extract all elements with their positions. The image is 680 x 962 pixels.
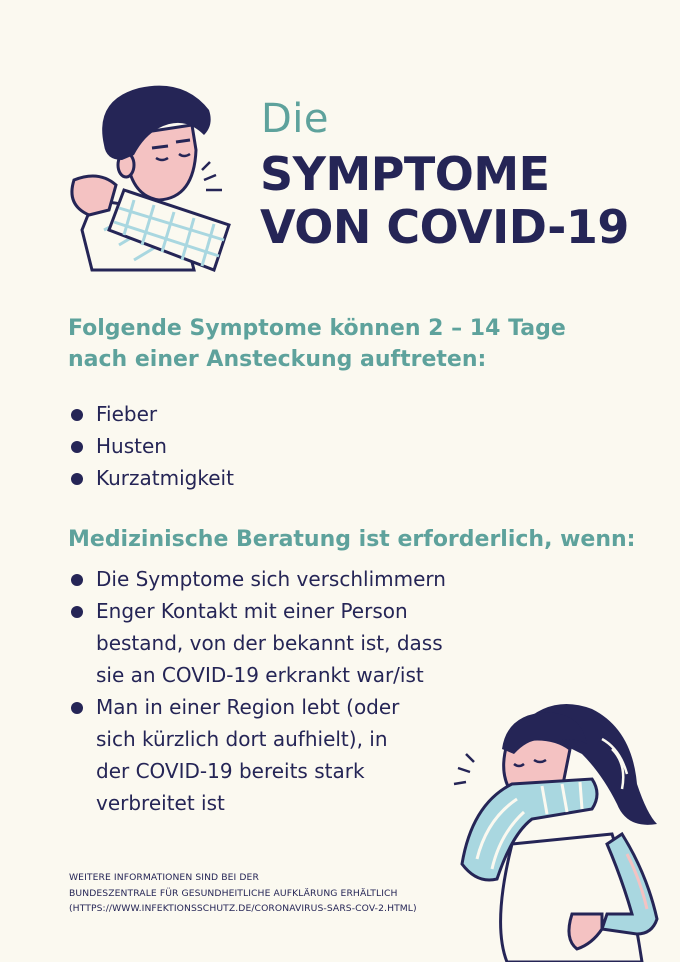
symptoms-list (68, 398, 234, 494)
advice-heading: Medizinische Beratung ist erforderlich, wenn: (68, 527, 636, 552)
symptoms-heading: Folgende Symptome können 2 – 14 Tage nach einer Ansteckung auftreten: (68, 316, 566, 372)
title-line-symptome: SYMPTOME (260, 147, 550, 201)
woman-coughing-illustration (452, 694, 670, 962)
title (260, 148, 629, 254)
footer-note (69, 870, 417, 917)
advice-list (68, 563, 508, 819)
title-line-covid: VON COVID-19 (260, 200, 629, 254)
list-item: Kurzatmigkeit (68, 462, 234, 494)
title-prefix: Die (261, 96, 330, 142)
footer-link: (HTTPS://WWW.INFEKTIONSSCHUTZ.DE/CORONAVIRUS-SARS-COV-2.HTML) (69, 903, 417, 914)
list-item: Enger Kontakt mit einer Person bestand, von der bekannt ist, dass sie an COVID-19 erkrankt war/ist (68, 595, 466, 691)
list-item: Man in einer Region lebt (oder sich kürzlich dort aufhielt), in der COVID-19 bereits stark verbreitet ist (68, 691, 426, 819)
man-coughing-illustration (64, 80, 249, 275)
list-item: Die Symptome sich verschlimmern (68, 563, 508, 595)
footer-line: BUNDESZENTRALE FÜR GESUNDHEITLICHE AUFKLÄRUNG ERHÄLTLICH (69, 887, 398, 899)
list-item: Fieber (68, 398, 234, 430)
footer-line: WEITERE INFORMATIONEN SIND BEI DER (69, 872, 259, 883)
list-item: Husten (68, 430, 234, 462)
